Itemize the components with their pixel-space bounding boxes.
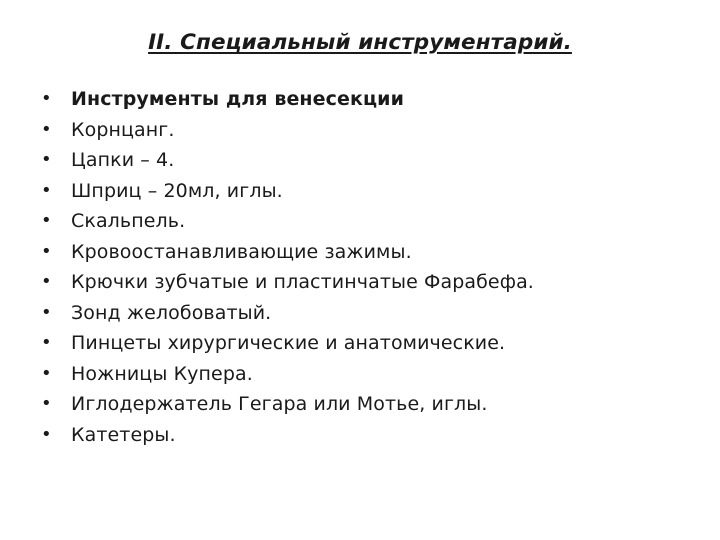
bullet-icon: • bbox=[41, 393, 52, 414]
bullet-icon: • bbox=[41, 179, 52, 201]
bullet-icon: • bbox=[41, 118, 52, 140]
bullet-icon: • bbox=[41, 332, 52, 353]
bullet-icon: • bbox=[41, 362, 52, 384]
list-item-text: Зонд желобоватый. bbox=[71, 301, 272, 324]
bullet-icon: • bbox=[41, 271, 52, 292]
bullet-icon: • bbox=[41, 88, 52, 109]
list-item-text: Корнцанг. bbox=[71, 118, 175, 141]
list-item-text: Пинцеты хирургические и анатомические. bbox=[71, 332, 506, 354]
list-item-text: Цапки – 4. bbox=[71, 149, 175, 171]
bullet-icon: • bbox=[41, 149, 52, 170]
bullet-icon: • bbox=[41, 423, 52, 445]
list-item-text: Кровоостанавливающие зажимы. bbox=[71, 240, 412, 263]
bullet-icon: • bbox=[41, 240, 52, 262]
list-item-text: Ножницы Купера. bbox=[71, 362, 253, 385]
list-item-text: Катетеры. bbox=[71, 423, 176, 446]
bullet-icon: • bbox=[41, 301, 52, 323]
list-item-text: Инструменты для венесекции bbox=[71, 88, 404, 110]
bullet-icon: • bbox=[41, 210, 52, 231]
list-item-text: Иглодержатель Гегара или Мотье, иглы. bbox=[71, 393, 488, 415]
list-item-text: Скальпель. bbox=[71, 210, 186, 232]
slide-title: II. Специальный инструментарий. bbox=[148, 30, 572, 55]
list-item-text: Шприц – 20мл, иглы. bbox=[71, 179, 283, 202]
list-item-text: Крючки зубчатые и пластинчатые Фарабефа. bbox=[71, 271, 534, 293]
